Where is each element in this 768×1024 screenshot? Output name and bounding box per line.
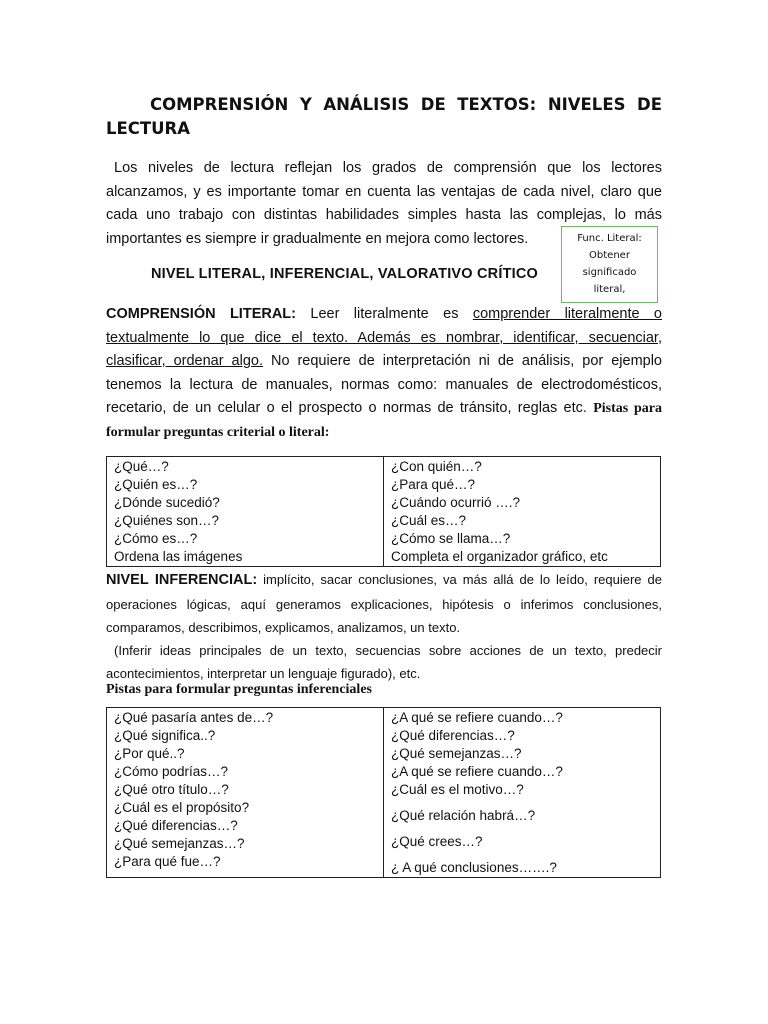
question-item: ¿Con quién…?	[391, 459, 482, 474]
literal-text-2: No requiere de interpretación ni de análisis, por ejemplo tenemos la lectura de manuales, normas como: manuales de electrodomésticos, recetario, de un celular o el prospecto o normas de tránsito, reglas etc.	[106, 353, 663, 416]
question-item: ¿Qué diferencias…?	[391, 728, 515, 743]
literal-questions-table	[106, 456, 661, 567]
literal-heading: COMPRENSIÓN LITERAL:	[106, 306, 296, 322]
question-item: ¿Qué pasaría antes de…?	[114, 710, 274, 725]
question-item: ¿Cómo podrías…?	[114, 764, 229, 779]
literal-pistas-label: Pistas para formular preguntas criterial o literal:	[106, 401, 662, 440]
question-item: ¿Qué significa..?	[114, 728, 216, 743]
question-item: ¿Qué semejanzas…?	[114, 836, 245, 851]
table-cell-left	[107, 457, 384, 567]
question-item: ¿Cuál es el propósito?	[114, 800, 250, 815]
question-item: ¿Cuál es el motivo…?	[391, 782, 524, 797]
question-item: ¿Cuál es…?	[391, 513, 467, 528]
section-subtitle: NIVEL LITERAL, INFERENCIAL, VALORATIVO CRÍTICO	[151, 266, 539, 282]
question-item: ¿Cuándo ocurrió ….?	[391, 495, 521, 510]
inferencial-paragraph	[106, 568, 662, 640]
table-cell-right	[384, 708, 661, 878]
question-item: ¿Qué relación habrá…?	[391, 808, 536, 823]
question-item: ¿A qué se refiere cuando…?	[391, 764, 563, 779]
question-item: ¿Por qué..?	[114, 746, 185, 761]
question-item: ¿ A qué conclusiones…….?	[391, 860, 557, 875]
question-item: ¿Para qué…?	[391, 477, 476, 492]
question-item: ¿Qué crees…?	[391, 834, 483, 849]
question-item: ¿A qué se refiere cuando…?	[391, 710, 563, 725]
table-cell-left	[107, 708, 384, 878]
question-item: Ordena las imágenes	[114, 549, 243, 564]
intro-paragraph: Los niveles de lectura reflejan los grados de comprensión que los lectores alcanzamos, y es importante tomar en cuenta las ventajas de cada nivel, claro que cada uno trabajo con distintas habilidades simples hasta las complejas, lo más importantes es siempre ir gradualmente en mejora como lectores.	[106, 160, 662, 247]
inferencial-pistas-label: Pistas para formular preguntas inferenciales	[106, 682, 372, 697]
callout-line: Obtener	[589, 250, 630, 261]
literal-underlined-text: comprender literalmente o textualmente lo que dice el texto. Además es nombrar, identificar, secuenciar, clasificar, ordenar algo.	[106, 306, 662, 369]
inferencial-questions-table	[106, 707, 661, 878]
callout-line: significado	[582, 267, 637, 278]
inferencial-heading: NIVEL INFERENCIAL:	[106, 572, 258, 588]
question-item: ¿Qué diferencias…?	[114, 818, 238, 833]
question-item: ¿Qué otro título…?	[114, 782, 229, 797]
question-item: ¿Quiénes son…?	[114, 513, 220, 528]
literal-paragraph	[106, 303, 662, 444]
table-cell-right	[384, 457, 661, 567]
literal-text: Leer literalmente es	[296, 306, 473, 322]
inferencial-paragraph-2: (Inferir ideas principales de un texto, secuencias sobre acciones de un texto, predecir acontecimientos, interpretar un lenguaje figurado), etc.	[106, 643, 662, 681]
question-item: ¿Para qué fue…?	[114, 854, 221, 869]
callout-line: Func. Literal:	[577, 233, 642, 244]
question-item: ¿Qué…?	[114, 459, 169, 474]
page-title: COMPRENSIÓN Y ANÁLISIS DE TEXTOS: NIVELES DE LECTURA	[106, 95, 662, 138]
callout-box	[561, 226, 658, 303]
question-item: ¿Dónde sucedió?	[114, 495, 220, 510]
question-item: ¿Cómo es…?	[114, 531, 198, 546]
question-item: ¿Quién es…?	[114, 477, 198, 492]
question-item: Completa el organizador gráfico, etc	[391, 549, 608, 564]
question-item: ¿Qué semejanzas…?	[391, 746, 522, 761]
inferencial-text: implícito, sacar conclusiones, va más allá de lo leído, requiere de operaciones lógicas, aquí generamos explicaciones, hipótesis o inferimos conclusiones, comparamos, describimos, explicamos, analizamos, un texto.	[106, 572, 662, 635]
question-item: ¿Cómo se llama…?	[391, 531, 511, 546]
callout-line: literal,	[593, 284, 626, 295]
